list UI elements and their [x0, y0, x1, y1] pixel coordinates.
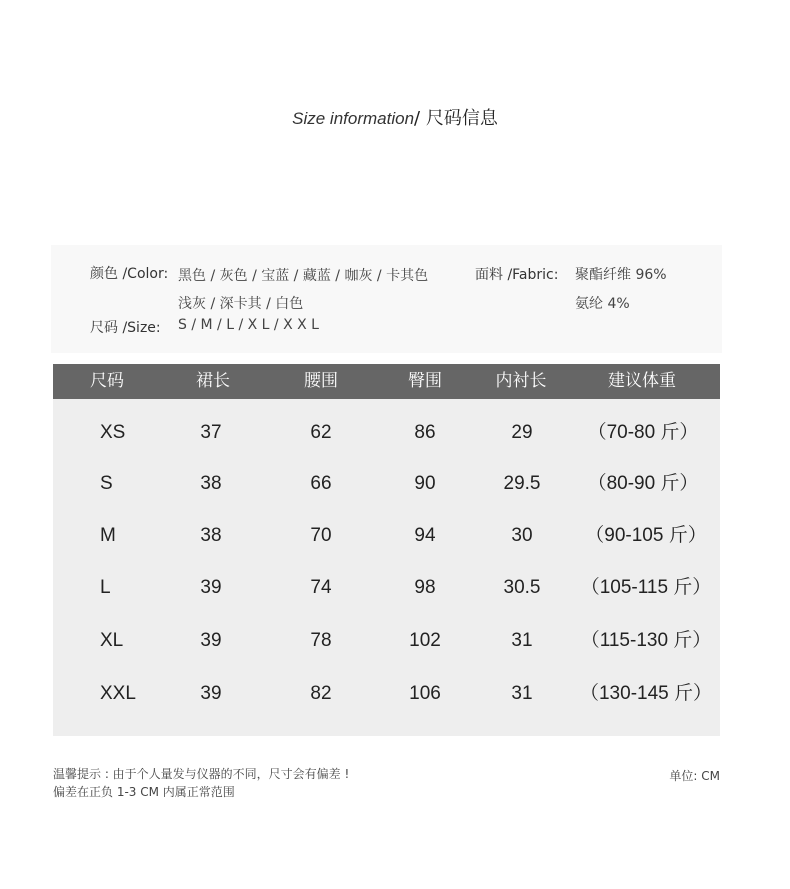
header-lining-length: 内衬长	[495, 371, 547, 391]
table-row	[53, 418, 720, 448]
table-header-row	[53, 364, 720, 399]
cell-size: M	[100, 525, 116, 546]
title-chinese: 尺码信息	[420, 108, 498, 129]
cell-skirt-length: 37	[200, 422, 222, 443]
cell-skirt-length: 39	[200, 630, 222, 651]
fabric-line2: 氨纶 4%	[575, 296, 630, 312]
cell-suggested-weight: （70-80 斤）	[587, 422, 699, 443]
cell-lining-length: 29	[511, 422, 533, 443]
measurement-tip-line2: 偏差在正负 1-3 CM 内属正常范围	[53, 785, 235, 799]
unit-label: 单位: CM	[669, 769, 720, 783]
header-suggested-weight: 建议体重	[608, 371, 676, 391]
table-row	[53, 521, 720, 551]
title-english: Size information	[292, 109, 415, 128]
cell-size: XXL	[100, 683, 136, 704]
cell-lining-length: 30	[511, 525, 533, 546]
cell-skirt-length: 38	[200, 473, 222, 494]
cell-lining-length: 29.5	[503, 473, 541, 494]
cell-size: L	[100, 577, 111, 598]
cell-waist: 66	[310, 473, 332, 494]
table-row	[53, 626, 720, 656]
cell-hip: 86	[414, 422, 436, 443]
header-hip: 臀围	[408, 371, 442, 391]
fabric-line1: 聚酯纤维 96%	[575, 267, 667, 283]
title-separator: /	[414, 108, 421, 129]
cell-skirt-length: 39	[200, 683, 222, 704]
cell-hip: 90	[414, 473, 436, 494]
cell-waist: 70	[310, 525, 332, 546]
cell-waist: 78	[310, 630, 332, 651]
cell-skirt-length: 39	[200, 577, 222, 598]
color-values-line2: 浅灰 / 深卡其 / 白色	[178, 296, 304, 312]
color-values-line1: 黑色 / 灰色 / 宝蓝 / 藏蓝 / 咖灰 / 卡其色	[178, 268, 429, 284]
table-row	[53, 469, 720, 499]
cell-lining-length: 30.5	[503, 577, 541, 598]
header-size: 尺码	[90, 371, 124, 391]
size-table	[53, 364, 720, 736]
color-label: 颜色 /Color:	[90, 266, 169, 282]
cell-hip: 94	[414, 525, 436, 546]
cell-waist: 74	[310, 577, 332, 598]
cell-size: XL	[100, 630, 124, 651]
cell-lining-length: 31	[511, 683, 533, 704]
cell-hip: 106	[409, 683, 441, 704]
measurement-tip-line1: 温馨提示 : 由于个人量发与仪器的不同，尺寸会有偏差 !	[53, 767, 350, 781]
cell-lining-length: 31	[511, 630, 533, 651]
cell-waist: 62	[310, 422, 332, 443]
cell-skirt-length: 38	[200, 525, 222, 546]
cell-suggested-weight: （80-90 斤）	[587, 473, 699, 494]
cell-suggested-weight: （105-115 斤）	[580, 577, 712, 598]
header-waist: 腰围	[304, 371, 338, 391]
cell-suggested-weight: （90-105 斤）	[585, 525, 707, 546]
table-row	[53, 679, 720, 709]
size-values: S / M / L / X L / X X L	[178, 317, 319, 333]
product-info-panel	[51, 245, 722, 353]
fabric-label: 面料 /Fabric:	[475, 267, 559, 283]
cell-suggested-weight: （130-145 斤）	[579, 683, 713, 704]
cell-hip: 98	[414, 577, 436, 598]
cell-waist: 82	[310, 683, 332, 704]
cell-hip: 102	[409, 630, 441, 651]
table-row	[53, 573, 720, 603]
header-skirt-length: 裙长	[196, 371, 230, 391]
cell-size: S	[100, 473, 113, 494]
cell-suggested-weight: （115-130 斤）	[580, 630, 712, 651]
size-label: 尺码 /Size:	[90, 320, 161, 336]
cell-size: XS	[100, 422, 126, 443]
page-title	[0, 104, 790, 130]
